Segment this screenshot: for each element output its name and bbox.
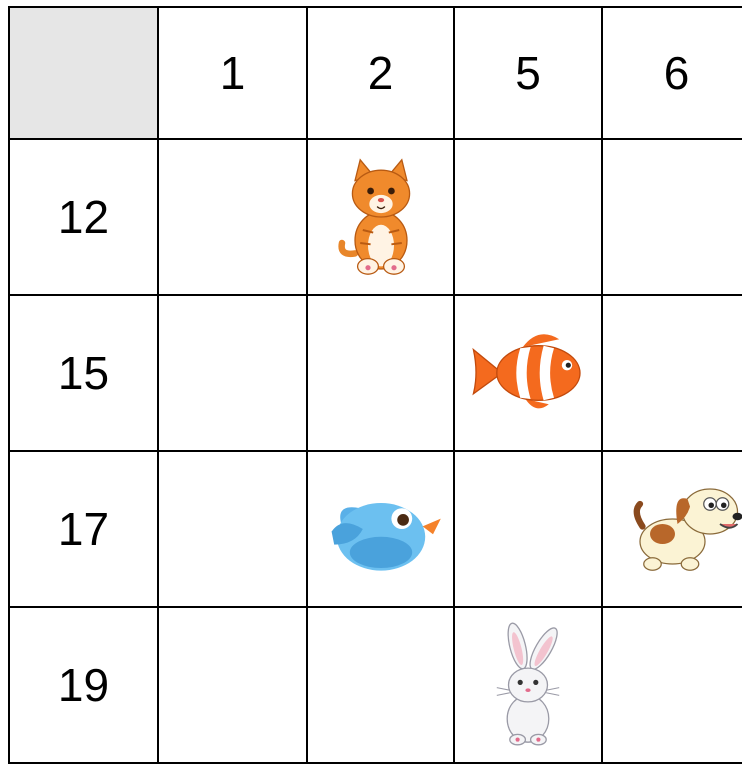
grid-cell: [455, 452, 603, 608]
grid-cell: [603, 608, 742, 764]
grid-cell: [308, 608, 455, 764]
bird-icon: [316, 464, 446, 594]
grid-cell: [159, 608, 308, 764]
grid-cell: [159, 296, 308, 452]
grid-cell: [603, 140, 742, 296]
row-header-4: 19: [10, 608, 159, 764]
grid-cell: [159, 452, 308, 608]
dog-icon: [625, 464, 742, 594]
grid-cell: [455, 608, 603, 764]
animal-coordinate-grid: [8, 6, 742, 764]
corner-cell: [10, 8, 159, 140]
column-header-4: 6: [603, 8, 742, 140]
grid-cell: [603, 452, 742, 608]
row-header-2: 15: [10, 296, 159, 452]
grid-cell: [308, 140, 455, 296]
column-header-1: 1: [159, 8, 308, 140]
row-header-1: 12: [10, 140, 159, 296]
column-header-2: 2: [308, 8, 455, 140]
row-header-3: 17: [10, 452, 159, 608]
grid-cell: [308, 296, 455, 452]
column-header-3: 5: [455, 8, 603, 140]
grid-cell: [455, 140, 603, 296]
fish-icon: [463, 308, 593, 438]
grid-cell: [603, 296, 742, 452]
grid-cell: [455, 296, 603, 452]
cat-icon: [316, 152, 446, 282]
grid-cell: [308, 452, 455, 608]
rabbit-icon: [463, 620, 593, 750]
grid-cell: [159, 140, 308, 296]
